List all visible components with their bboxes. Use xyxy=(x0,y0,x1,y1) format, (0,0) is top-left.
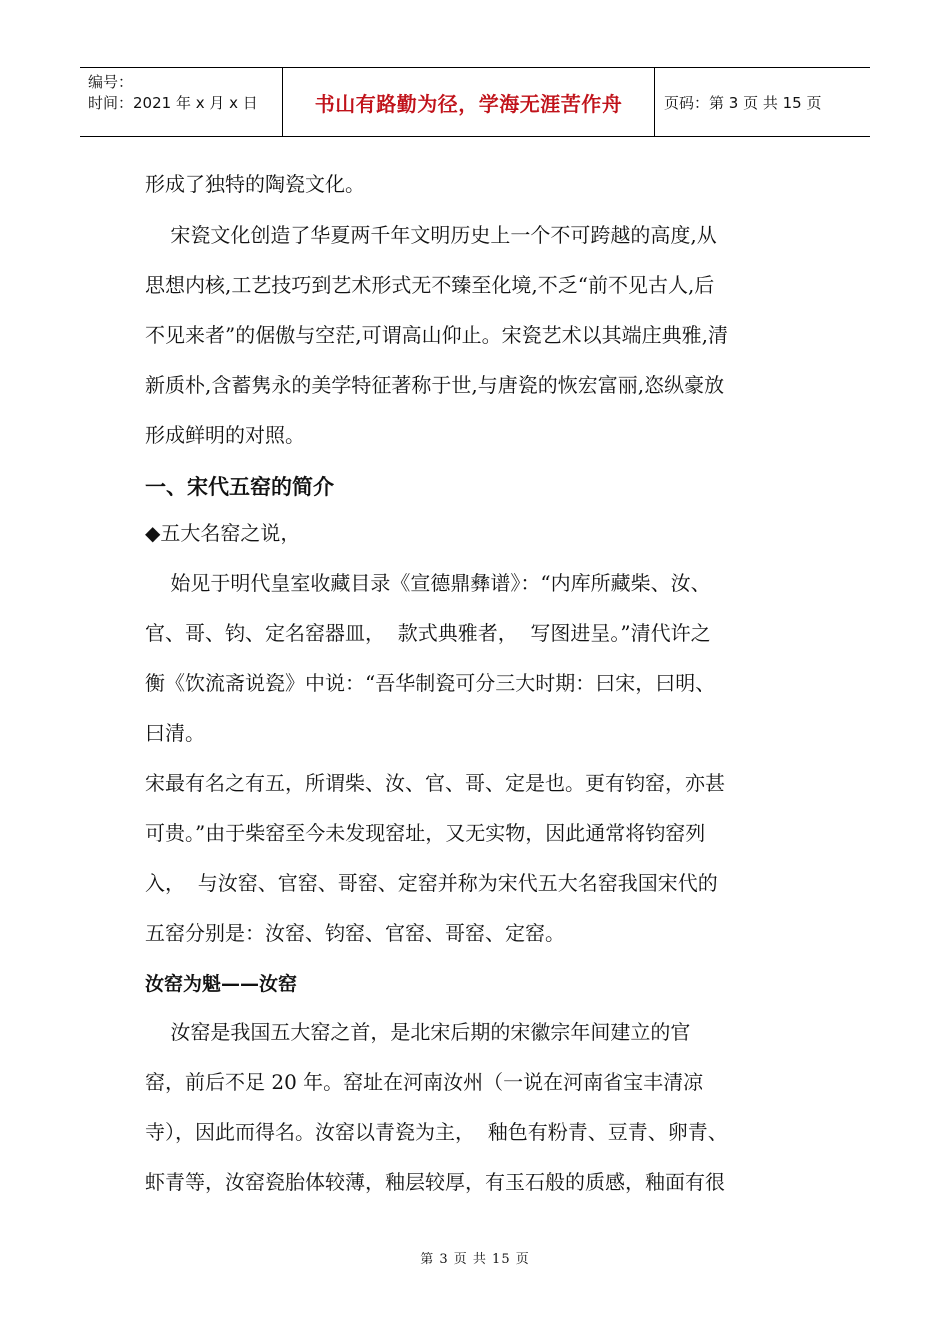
body-line: 寺），因此而得名。汝窑以青瓷为主， 釉色有粉青、豆青、卵青、 xyxy=(145,1120,728,1144)
body-line: 汝窑是我国五大窑之首，是北宋后期的宋徽宗年间建立的官 xyxy=(145,1020,691,1044)
body-line: 新质朴,含蓄隽永的美学特征著称于世,与唐瓷的恢宏富丽,恣纵豪放 xyxy=(145,373,725,397)
page-code: 页码：第 3 页 共 15 页 xyxy=(664,93,822,112)
body-line: 宋最有名之有五，所谓柴、汝、官、哥、定是也。更有钧窑，亦甚 xyxy=(145,771,725,795)
serial-label: 编号： xyxy=(88,73,134,91)
bullet-line: ◆五大名窑之说， xyxy=(145,521,301,545)
header-motto-cell xyxy=(283,68,655,136)
body-line: 官、哥、钧、定名窑器皿， 款式典雅者， 写图进呈。”清代许之 xyxy=(145,621,711,645)
body-line: 不见来者”的倨傲与空茫,可谓高山仰止。宋瓷艺术以其端庄典雅,清 xyxy=(145,323,728,347)
page-footer: 第 3 页 共 15 页 xyxy=(420,1252,530,1267)
section-heading: 一、宋代五窑的简介 xyxy=(145,475,334,499)
body-line: 虾青等，汝窑瓷胎体较薄，釉层较厚，有玉石般的质感，釉面有很 xyxy=(145,1170,725,1194)
body-line: 形成鲜明的对照。 xyxy=(145,423,305,447)
motto: 书山有路勤为径，学海无涯苦作舟 xyxy=(314,91,623,116)
body-line: 形成了独特的陶瓷文化。 xyxy=(145,172,365,196)
subsection-heading: 汝窑为魁——汝窑 xyxy=(145,973,298,995)
body-line: 窑，前后不足 20 年。窑址在河南汝州（一说在河南省宝丰清凉 xyxy=(145,1070,704,1094)
header-meta-cell xyxy=(80,68,283,136)
time-label: 时间：2021 年 x 月 x 日 xyxy=(88,94,258,112)
body-line: 衡《饮流斋说瓷》中说：“吾华制瓷可分三大时期：曰宋，曰明、 xyxy=(145,671,716,695)
body-line: 宋瓷文化创造了华夏两千年文明历史上一个不可跨越的高度,从 xyxy=(145,223,717,247)
page-header xyxy=(80,67,870,137)
body-line: 思想内核,工艺技巧到艺术形式无不臻至化境,不乏“前不见古人,后 xyxy=(145,273,715,297)
body-line: 入， 与汝窑、官窑、哥窑、定窑并称为宋代五大名窑我国宋代的 xyxy=(145,871,718,895)
body-line: 始见于明代皇室收藏目录《宣德鼎彝谱》：“内库所藏柴、汝、 xyxy=(145,571,711,595)
body-line: 可贵。”由于柴窑至今未发现窑址，又无实物，因此通常将钧窑列 xyxy=(145,821,706,845)
body-line: 曰清。 xyxy=(145,721,205,745)
body-line: 五窑分别是：汝窑、钧窑、官窑、哥窑、定窑。 xyxy=(145,921,565,945)
